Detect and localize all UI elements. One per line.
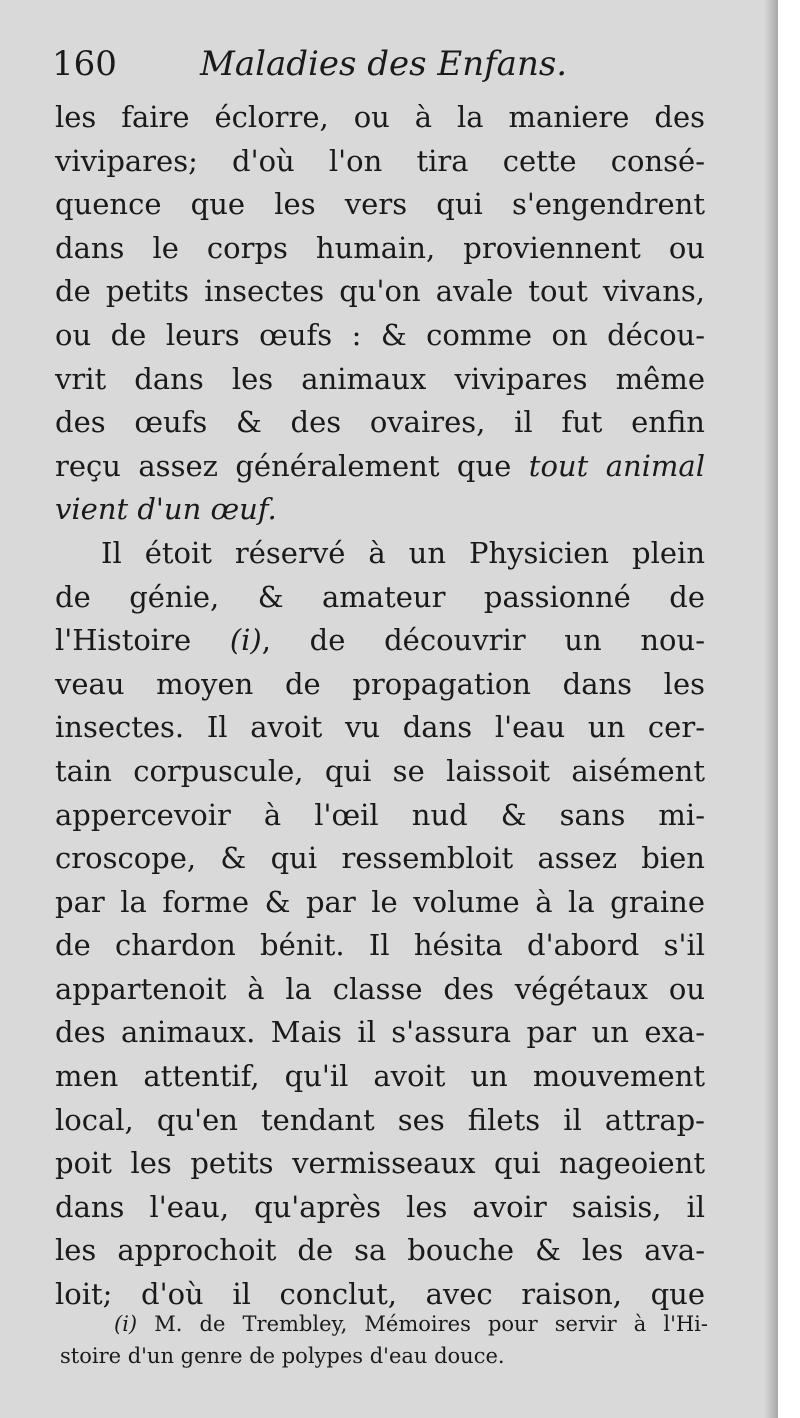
text-line: men attentif, qu'il avoit un mouvement: [55, 1059, 705, 1094]
text-line: dans le corps humain, proviennent ou: [55, 230, 705, 265]
text-segment: l'Histoire: [55, 623, 192, 658]
text-line: les approchoit de sa bouche & les ava-: [55, 1233, 705, 1268]
italic-phrase: tout animal: [528, 448, 705, 483]
text-line: poit les petits vermisseaux qui nageoient: [55, 1146, 705, 1181]
text-line: vrit dans les animaux vivipares même: [55, 361, 705, 396]
footnote-text: M. de Trembley, Mémoires pour servir à l'Hi-: [154, 1312, 708, 1336]
text-line: ou de leurs œufs : & comme on décou-: [55, 317, 705, 352]
text-line: loit; d'où il conclut, avec raison, que: [55, 1277, 705, 1312]
text-line: appartenoit à la classe des végétaux ou: [55, 971, 705, 1006]
text-line: des œufs & des ovaires, il fut enfin: [55, 405, 705, 440]
text-line: de petits insectes qu'on avale tout vivans,: [55, 274, 705, 309]
text-line: de génie, & amateur passionné de: [55, 579, 705, 614]
text-line: des animaux. Mais il s'assura par un exa-: [55, 1015, 705, 1050]
text-line: vient d'un œuf.: [55, 492, 277, 527]
footnote: [60, 1308, 708, 1372]
footnote-line: [60, 1308, 708, 1340]
page-header: [52, 44, 712, 94]
footnote-marker: (i): [114, 1312, 138, 1336]
page-number: 160: [52, 44, 117, 84]
text-segment: reçu assez généralement que: [55, 448, 512, 483]
text-line: les faire éclorre, ou à la maniere des: [55, 100, 705, 134]
running-title: Maladies des Enfans.: [200, 44, 568, 84]
text-line: quence que les vers qui s'engendrent: [55, 187, 705, 222]
text-line: veau moyen de propagation dans les: [55, 666, 705, 701]
page-gutter-shadow: [764, 0, 778, 1418]
body-text: [55, 96, 705, 1317]
text-line: par la forme & par le volume à la graine: [55, 884, 705, 919]
paragraph-first-line: Il étoit réservé à un Physicien plein: [101, 535, 705, 570]
footnote-line: stoire d'un genre de polypes d'eau douce.: [60, 1344, 505, 1368]
text-line: [55, 619, 705, 663]
text-line: tain corpuscule, qui se laissoit aisément: [55, 753, 705, 788]
text-line: dans l'eau, qu'après les avoir saisis, il: [55, 1189, 705, 1224]
text-line: vivipares; d'où l'on tira cette consé-: [55, 143, 705, 178]
text-line: de chardon bénit. Il hésita d'abord s'il: [55, 928, 705, 963]
text-line: insectes. Il avoit vu dans l'eau un cer-: [55, 710, 705, 745]
text-segment: , de découvrir un nou-: [261, 623, 705, 658]
text-line: [55, 445, 705, 489]
page-edge: [778, 0, 800, 1418]
footnote-reference: (i): [229, 623, 262, 658]
text-line: croscope, & qui ressembloit assez bien: [55, 841, 705, 876]
text-line: appercevoir à l'œil nud & sans mi-: [55, 797, 705, 832]
text-line: local, qu'en tendant ses filets il attrap-: [55, 1102, 705, 1137]
